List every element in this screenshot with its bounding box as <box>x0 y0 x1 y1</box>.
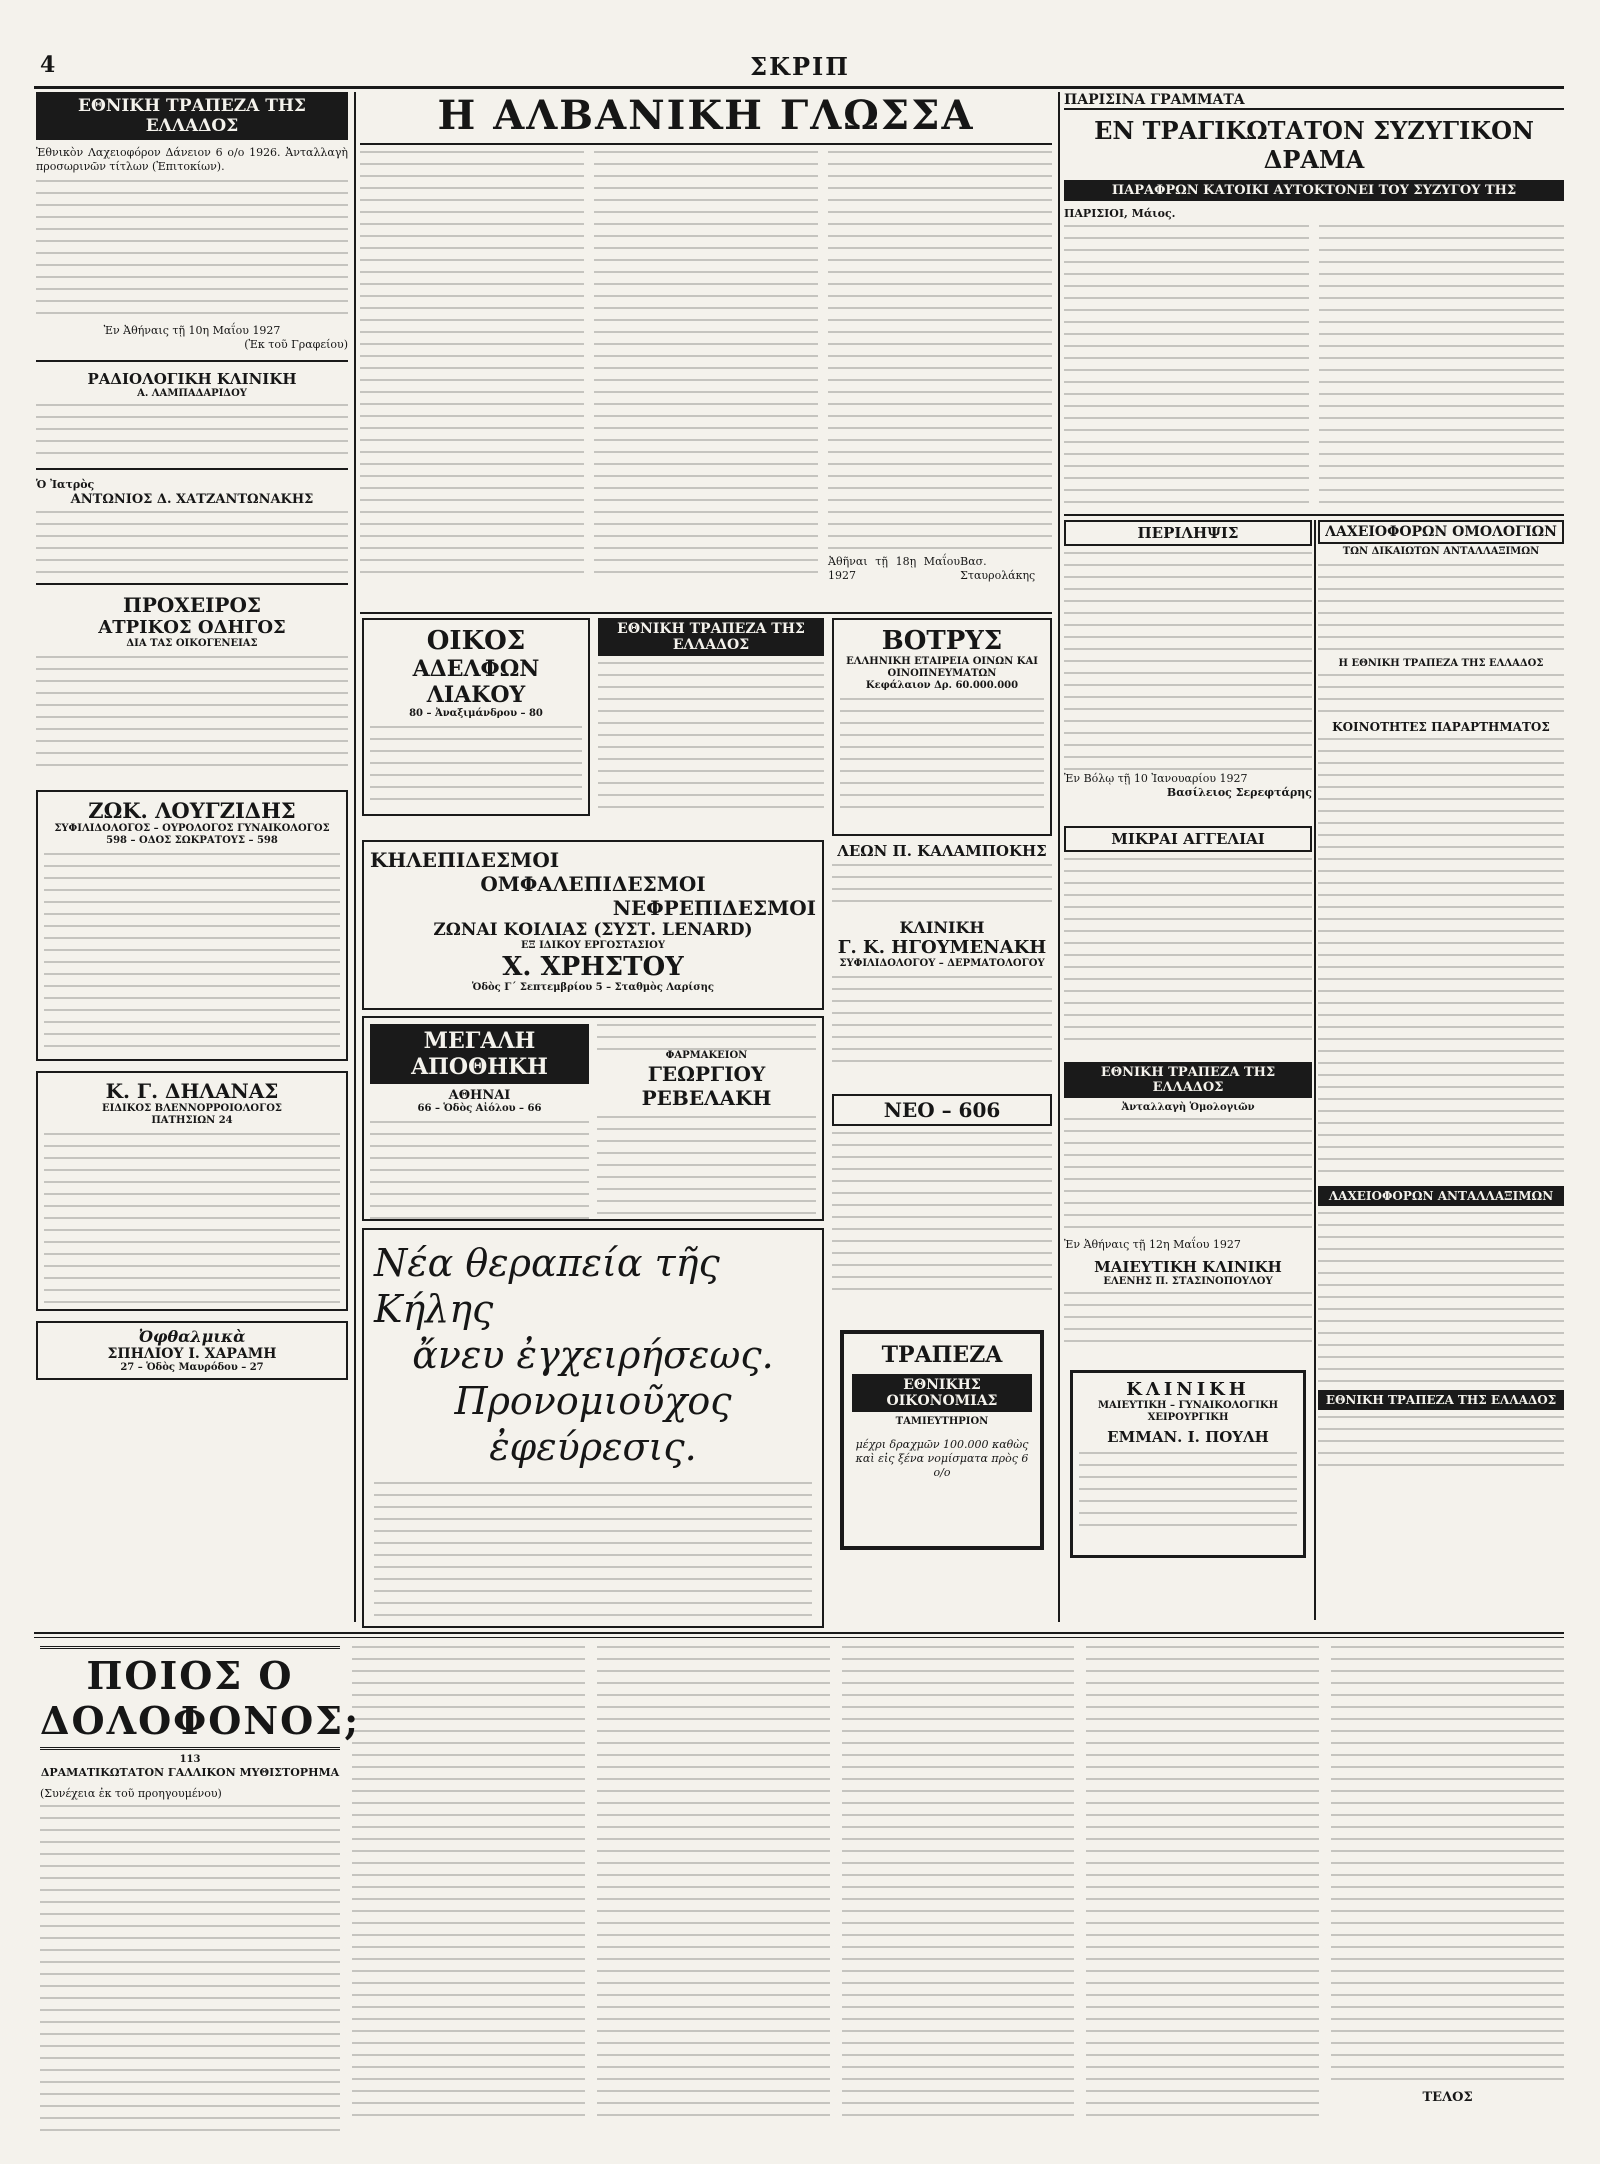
notice-subtitle: ΤΩΝ ΔΙΚΑΙΩΤΩΝ ΑΝΤΑΛΛΑΞΙΜΩΝ <box>1342 546 1540 557</box>
serial-section <box>40 1646 1564 2146</box>
dilanas-text <box>44 1133 340 1303</box>
botrys-text <box>840 698 1044 808</box>
bank5-title: ΕΘΝΙΚΗ ΤΡΑΠΕΖΑ ΤΗΣ ΕΛΛΑΔΟΣ <box>1318 1390 1564 1410</box>
maternity-advert <box>1064 1258 1312 1362</box>
dilanas-subtitle: ΕΙΔΙΚΟΣ ΒΛΕΝΝΟΡΡΟΙΟΛΟΓΟΣ <box>101 1103 282 1114</box>
branch-title: ΚΟΙΝΟΤΗΤΕΣ ΠΑΡΑΡΤΗΜΑΤΟΣ <box>1332 720 1550 734</box>
divider <box>360 143 1052 145</box>
albanian-date: Ἀθῆναι τῇ 18ῃ Μαΐου 1927 <box>828 555 961 582</box>
lottery-title: ΛΑΧΕΙΟΦΟΡΩΝ ΑΝΤΑΛΛΑΞΙΜΩΝ <box>1318 1186 1564 1206</box>
liakou-address: 80 – Ἀναξιμάνδρου – 80 <box>409 708 543 719</box>
savings-note: μέχρι δραχμῶν 100.000 καθὼς καὶ εἰς ξένα νομίσματα πρὸς 6 ο/ο <box>855 1438 1029 1479</box>
column-rule <box>354 92 356 1622</box>
kalampokis-text <box>832 864 1052 908</box>
summary-date: Ἐν Βόλῳ τῇ 10 Ἰανουαρίου 1927 <box>1064 772 1248 785</box>
far-right-column <box>1318 520 1564 1620</box>
optician-name: ΣΠΗΛΙΟΥ Ι. ΧΑΡΑΜΗ <box>107 1346 277 1362</box>
therapy-line-1: Νέα θεραπεία τῆς Κήλης <box>374 1241 720 1331</box>
dilanas-advert <box>36 1071 348 1311</box>
warehouse-title: ΜΕΓΑΛΗ ΑΠΟΘΗΚΗ <box>370 1024 589 1084</box>
warehouse-advert <box>362 1016 824 1221</box>
divider <box>36 360 348 362</box>
divider <box>36 468 348 470</box>
botrys-title: ΒΟΤΡΥΣ <box>881 626 1003 656</box>
paris-letters <box>1064 92 1564 512</box>
bank3-text <box>1064 1118 1312 1238</box>
bank-notice-date: Ἐν Ἀθήναις τῇ 10η Μαΐου 1927 <box>103 324 281 337</box>
maternity-name: ΕΛΕΝΗΣ Π. ΣΤΑΣΙΝΟΠΟΥΛΟΥ <box>1103 1276 1273 1287</box>
savings-title: ΤΡΑΠΕΖΑ <box>881 1342 1003 1368</box>
botrys-subtitle: ΕΛΛΗΝΙΚΗ ΕΤΑΙΡΕΙΑ ΟΙΝΩΝ ΚΑΙ ΟΙΝΟΠΝΕΥΜΑΤΩΝ <box>846 656 1038 679</box>
hernia-name: Χ. ΧΡΗΣΤΟΥ <box>502 952 684 982</box>
drama-columns <box>1064 225 1564 512</box>
bank3-title: ΕΘΝΙΚΗ ΤΡΑΠΕΖΑ ΤΗΣ ΕΛΛΑΔΟΣ <box>1064 1062 1312 1098</box>
albanian-col-3 <box>828 151 1052 583</box>
section-rule <box>1064 514 1564 516</box>
albanian-col-3-text <box>828 151 1052 551</box>
serial-col-1-text <box>40 1805 340 2135</box>
summary-text <box>1064 552 1312 772</box>
igoumenaki-advert <box>832 918 1052 1088</box>
optician-advert <box>36 1321 348 1380</box>
serial-rule-2 <box>34 1637 1564 1638</box>
serial-number: 113 <box>179 1754 201 1765</box>
paris-section: ΠΑΡΙΣΙΝΑ ΓΡΑΜΜΑΤΑ <box>1064 92 1564 110</box>
section-rule <box>360 612 1052 614</box>
hernia-advert <box>362 840 824 1010</box>
savings-subtitle: ΤΑΜΙΕΥΤΗΡΙΟΝ <box>895 1416 989 1427</box>
notice-text <box>1318 564 1564 654</box>
summary-notice <box>1064 520 1312 820</box>
bank-notice-sign: (Ἐκ τοῦ Γραφείου) <box>244 338 348 351</box>
header-rule <box>34 86 1564 89</box>
small-ads <box>1064 826 1312 1056</box>
serial-end: ΤΕΛΟΣ <box>1422 2090 1473 2105</box>
dilanas-address: ΠΑΤΗΣΙΩΝ 24 <box>151 1115 233 1126</box>
hernia-line-5: ΕΞ ΙΔΙΚΟΥ ΕΡΓΟΣΤΑΣΙΟΥ <box>520 940 666 951</box>
zok-text <box>44 853 340 1053</box>
botrys-capital: Κεφάλαιον Δρ. 60.000.000 <box>865 680 1019 691</box>
hernia-line-4: ΖΩΝΑΙ ΚΟΙΛΙΑΣ (ΣΥΣΤ. LENARD) <box>433 920 753 940</box>
guide-text <box>36 656 348 776</box>
small-ads-title: ΜΙΚΡΑΙ ΑΓΓΕΛΙΑΙ <box>1064 826 1312 852</box>
warehouse-address: 66 – Ὁδὸς Αἰόλου – 66 <box>417 1103 542 1114</box>
therapy-line-3: Προνομιοῦχος ἐφεύρεσις. <box>454 1379 732 1469</box>
summary-sign: Βασίλειος Σερεφτάρης <box>1166 786 1312 799</box>
serial-subtitle: ΔΡΑΜΑΤΙΚΩΤΑΤΟΝ ΓΑΛΛΙΚΟΝ ΜΥΘΙΣΤΟΡΗΜΑ <box>40 1766 340 1779</box>
serial-col-4 <box>842 1646 1075 2116</box>
maternity-text <box>1064 1292 1312 1342</box>
lottery-text <box>1318 1212 1564 1382</box>
poulis-name: ΕΜΜΑΝ. Ι. ΠΟΥΛΗ <box>1107 1428 1269 1446</box>
pharmacy-right <box>597 1024 816 1221</box>
igoumenaki-sub: ΣΥΦΙΛΙΔΟΛΟΓΟΥ – ΔΕΡΜΑΤΟΛΟΓΟΥ <box>839 958 1045 969</box>
bank-notice-text <box>36 180 348 320</box>
hernia-line-1: ΚΗΛΕΠΙΔΕΣΜΟΙ <box>370 848 560 872</box>
bank4-title: Η ΕΘΝΙΚΗ ΤΡΑΠΕΖΑ ΤΗΣ ΕΛΛΑΔΟΣ <box>1338 658 1544 669</box>
pharmacy-list <box>597 1116 816 1216</box>
bank2-title: ΕΘΝΙΚΗ ΤΡΑΠΕΖΑ ΤΗΣ ΕΛΛΑΔΟΣ <box>598 618 824 656</box>
radiology-text <box>36 404 348 460</box>
albanian-author: Βασ. Σταυρολάκης <box>960 555 1036 582</box>
zok-advert <box>36 790 348 1061</box>
botrys-advert <box>832 618 1052 836</box>
albanian-col-1 <box>360 151 584 581</box>
serial-col-3 <box>597 1646 830 2116</box>
warehouse-left <box>370 1024 589 1221</box>
zok-subtitle: ΣΥΦΙΛΙΔΟΛΟΓΟΣ – ΟΥΡΟΛΟΓΟΣ ΓΥΝΑΙΚΟΛΟΓΟΣ <box>54 823 330 834</box>
poulis-label: ΚΛΙΝΙΚΗ <box>1126 1379 1250 1400</box>
bank2-notice <box>598 618 824 816</box>
bank3-notice <box>1064 1062 1312 1252</box>
branch-list <box>1318 738 1564 1178</box>
maternity-title: ΜΑΙΕΥΤΙΚΗ ΚΛΙΝΙΚΗ <box>1094 1258 1282 1276</box>
serial-rule <box>34 1632 1564 1634</box>
igoumenaki-name: Γ. Κ. ΗΓΟΥΜΕΝΑΚΗ <box>837 937 1047 958</box>
liakou-title: ΟΙΚΟΣ <box>426 626 526 656</box>
liakou-text <box>370 726 582 806</box>
hernia-line-3: ΝΕΦΡΕΠΙΔΕΣΜΟΙ <box>612 896 816 920</box>
bank4-text <box>1318 674 1564 714</box>
hernia-line-2: ΟΜΦΑΛΕΠΙΔΕΣΜΟΙ <box>480 872 706 896</box>
serial-col-2 <box>352 1646 585 2116</box>
guide-subtitle: ΑΤΡΙΚΟΣ ΟΔΗΓΟΣ <box>98 617 286 638</box>
poulis-advert <box>1070 1370 1306 1558</box>
warehouse-city: ΑΘΗΝΑΙ <box>448 1088 511 1103</box>
bank3-date: Ἐν Ἀθήναις τῇ 12η Μαΐου 1927 <box>1064 1238 1241 1251</box>
warehouse-list <box>370 1121 589 1221</box>
liakou-advert <box>362 618 590 816</box>
drama-col-1 <box>1064 225 1309 512</box>
hernia-address: Ὁδὸς Γ΄ Σεπτεμβρίου 5 – Σταθμὸς Λαρίσης <box>472 982 714 993</box>
bank3-subtitle: Ἀνταλλαγὴ Ὁμολογιῶν <box>1121 1102 1255 1113</box>
drama-col-2 <box>1319 225 1564 512</box>
albanian-byline <box>828 555 1052 583</box>
warehouse-row <box>370 1024 816 1221</box>
drama-title: ΕΝ ΤΡΑΓΙΚΩΤΑΤΟΝ ΣΥΖΥΓΙΚΟΝ ΔΡΑΜΑ <box>1094 116 1534 174</box>
page-number: 4 <box>40 52 56 78</box>
summary-title: ΠΕΡΙΛΗΨΙΣ <box>1064 520 1312 546</box>
column-rule <box>1314 520 1316 1620</box>
igoumenaki-text <box>832 976 1052 1066</box>
albanian-columns <box>360 151 1052 583</box>
serial-col-1 <box>40 1646 361 2135</box>
optician-address: 27 – Ὁδὸς Μαυρόδου – 27 <box>120 1362 264 1373</box>
kalampokis-advert <box>832 842 1052 912</box>
left-column <box>36 92 348 1622</box>
serial-title: ΠΟΙΟΣ Ο ΔΟΛΟΦΟΝΟΣ; <box>40 1646 340 1750</box>
column-rule <box>1058 92 1060 1622</box>
serial-columns <box>40 1646 1564 2135</box>
guide-subtitle-2: ΔΙΑ ΤΑΣ ΟΙΚΟΓΕΝΕΙΑΣ <box>126 638 258 649</box>
therapy-text <box>374 1482 812 1628</box>
zok-title: ΖΩΚ. ΛΟΥΓΖΙΔΗΣ <box>88 798 296 823</box>
serial-continued: (Συνέχεια ἐκ τοῦ προηγουμένου) <box>40 1787 222 1800</box>
notice-title: ΛΑΧΕΙΟΦΟΡΩΝ ΟΜΟΛΟΓΙΩΝ <box>1318 520 1564 544</box>
optician-title: Ὀφθαλμικὰ <box>138 1327 246 1346</box>
radiology-title: ΡΑΔΙΟΛΟΓΙΚΗ ΚΛΙΝΙΚΗ <box>87 370 297 388</box>
poulis-text <box>1079 1452 1297 1532</box>
albanian-col-2 <box>594 151 818 581</box>
bank-notice-lead: Ἐθνικὸν Λαχειοφόρον Δάνειον 6 ο/ο 1926. Ἀνταλλαγὴ προσωρινῶν τίτλων (Ἐπιτοκίων). <box>36 146 348 173</box>
bank-notice-title: ΕΘΝΙΚΗ ΤΡΑΠΕΖΑ ΤΗΣ ΕΛΛΑΔΟΣ <box>36 92 348 140</box>
pharmacy-name: ΓΕΩΡΓΙΟΥ ΡΕΒΕΛΑΚΗ <box>641 1062 772 1110</box>
dilanas-title: Κ. Γ. ΔΗΛΑΝΑΣ <box>105 1079 279 1103</box>
albanian-headline: Η ΑΛΒΑΝΙΚΗ ΓΛΩΣΣΑ <box>437 92 975 139</box>
drama-subtitle: ΠΑΡΑΦΡΩΝ ΚΑΤΟΙΚΙ ΑΥΤΟΚΤΟΝΕΙ ΤΟΥ ΣΥΖΥΓΟΥ ΤΗΣ <box>1064 180 1564 201</box>
bank2-text <box>598 662 824 812</box>
igoumenaki-label: ΚΛΙΝΙΚΗ <box>899 918 985 937</box>
kalampokis-name: ΛΕΩΝ Π. ΚΑΛΑΜΠΟΚΗΣ <box>837 842 1047 860</box>
masthead: ΣΚΡΙΠ <box>750 52 850 81</box>
zok-address: 598 – ΟΔΟΣ ΣΩΚΡΑΤΟΥΣ – 598 <box>106 835 278 846</box>
doctor-name: ΑΝΤΩΝΙΟΣ Δ. ΧΑΤΖΑΝΤΩΝΑΚΗΣ <box>70 492 314 507</box>
doctor-text <box>36 511 348 575</box>
savings-name: ΕΘΝΙΚΗΣ ΟΙΚΟΝΟΜΙΑΣ <box>852 1374 1032 1412</box>
savings-advert <box>840 1330 1044 1550</box>
pharmacy-top-text <box>597 1024 816 1050</box>
neo-advert <box>832 1094 1052 1294</box>
liakou-name: ΑΔΕΛΦΩΝ ΛΙΑΚΟΥ <box>412 656 540 708</box>
doctor-label: Ὁ Ἰατρὸς <box>36 478 95 491</box>
bank5-text <box>1318 1416 1564 1476</box>
guide-title: ΠΡΟΧΕΙΡΟΣ <box>122 593 262 617</box>
radiology-name: Α. ΛΑΜΠΑΔΑΡΙΔΟΥ <box>137 388 247 399</box>
poulis-subtitle: ΜΑΙΕΥΤΙΚΗ – ΓΥΝΑΙΚΟΛΟΓΙΚΗ ΧΕΙΡΟΥΡΓΙΚΗ <box>1097 1400 1279 1423</box>
pharmacy-label: ΦΑΡΜΑΚΕΙΟΝ <box>665 1050 748 1061</box>
neo-title: ΝΕΟ – 606 <box>832 1094 1052 1126</box>
therapy-advert <box>362 1228 824 1628</box>
serial-col-6 <box>1331 1646 1564 2135</box>
neo-text <box>832 1132 1052 1292</box>
serial-col-6-text <box>1331 1646 1564 2086</box>
therapy-line-2: ἄνευ ἐγχειρήσεως. <box>412 1333 774 1377</box>
small-ads-text <box>1064 858 1312 1048</box>
drama-dateline: ΠΑΡΙΣΙΟΙ, Μάιος. <box>1064 207 1176 220</box>
albanian-article <box>360 92 1052 612</box>
serial-col-5 <box>1086 1646 1319 2116</box>
divider <box>36 583 348 585</box>
